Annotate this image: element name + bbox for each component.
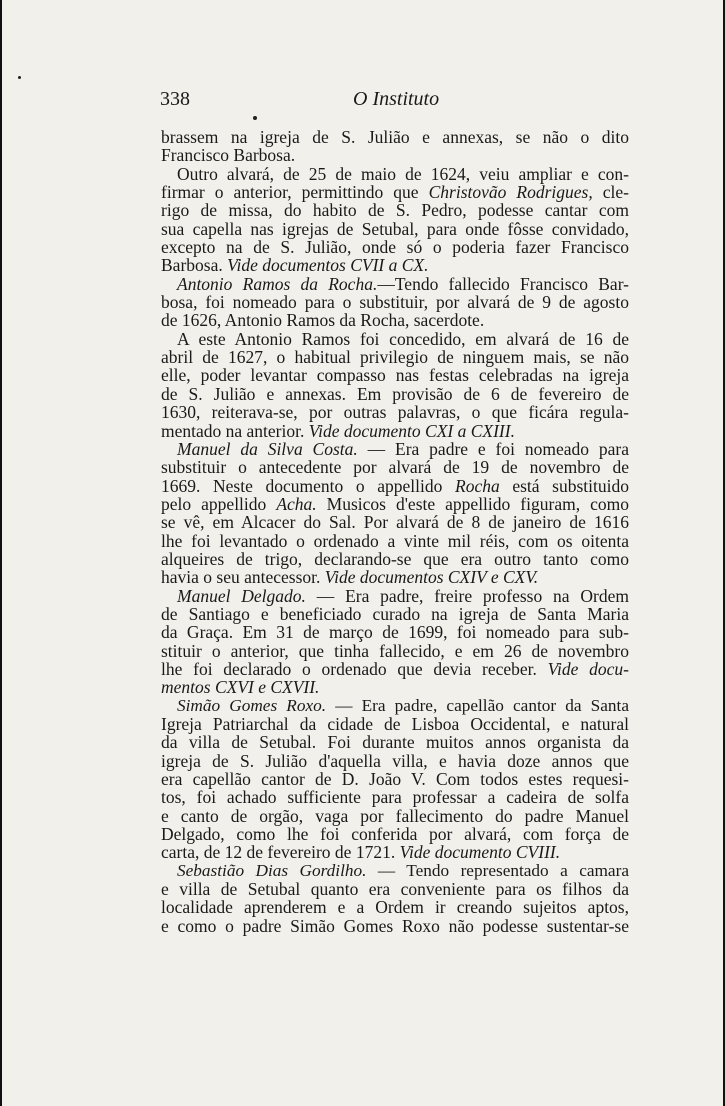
text-line: e como o padre Simão Gomes Roxo não podesse sustentar-se bbox=[161, 915, 629, 936]
text-line: de Santiago e beneficiado curado na igreja de Santa Maria bbox=[161, 603, 629, 624]
text-line: se vê, em Alcacer do Sal. Por alvará de 8 de janeiro de 1616 bbox=[161, 512, 629, 533]
text-line: 1630, reiterava-se, por outras palavras, o que ficára regula- bbox=[161, 402, 629, 423]
text-line: bosa, foi nomeado para o substituir, por alvará de 9 de agosto bbox=[161, 292, 629, 313]
text-line: pelo appellido Acha. Musicos d'este appellido figuram, como bbox=[161, 493, 629, 514]
text-line: abril de 1627, o habitual privilegio de ninguem mais, se não bbox=[161, 347, 629, 368]
ink-speck bbox=[18, 76, 21, 79]
text-line: Igreja Patriarchal da cidade de Lisboa Occidental, e natural bbox=[161, 714, 629, 734]
text-line: era capellão cantor de D. João V. Com todos estes requesi- bbox=[161, 769, 629, 790]
text-line: Francisco Barbosa. bbox=[161, 145, 296, 166]
text-line: substituir o antecedente por alvará de 19 de novembro de bbox=[161, 457, 629, 478]
text-line: mentado na anterior. Vide documento CXI a CXIII. bbox=[161, 420, 515, 441]
text-line: rigo de missa, do habito de S. Pedro, podesse cantar com bbox=[161, 200, 629, 221]
text-line: alqueires de trigo, declarando-se que era outro tanto como bbox=[161, 548, 629, 569]
ink-speck bbox=[253, 116, 257, 120]
page-header bbox=[160, 88, 630, 112]
text-line: Manuel Delgado. — Era padre, freire professo na Ordem bbox=[177, 585, 629, 606]
text-line: e canto de orgão, vaga por fallecimento do padre Manuel bbox=[161, 805, 629, 826]
text-line: stituir o anterior, que tinha fallecido, e em 26 de novembro bbox=[161, 640, 629, 661]
text-line: Delgado, como lhe foi conferida por alvará, com força de bbox=[161, 824, 629, 845]
text-line: firmar o anterior, permittindo que Christovão Rodrigues, cle- bbox=[161, 182, 629, 203]
text-line: da villa de Setubal. Foi durante muitos annos organista da bbox=[161, 732, 629, 753]
text-line: 1669. Neste documento o appellido Rocha está substituido bbox=[161, 475, 629, 496]
text-line: Antonio Ramos da Rocha.—Tendo fallecido Francisco Bar- bbox=[177, 273, 629, 294]
page-number: 338 bbox=[160, 88, 190, 110]
text-line: elle, poder levantar compasso nas festas celebradas na igreja bbox=[161, 365, 629, 386]
text-line: de 1626, Antonio Ramos da Rocha, sacerdote. bbox=[161, 310, 485, 331]
text-line: mentos CXVI e CXVII. bbox=[161, 677, 320, 698]
text-line: tos, foi achado sufficiente para professar a cadeira de solfa bbox=[161, 787, 629, 808]
text-line: da Graça. Em 31 de março de 1699, foi nomeado para sub- bbox=[161, 622, 629, 643]
running-title: O Instituto bbox=[353, 88, 440, 110]
page-edge-left bbox=[0, 0, 2, 1106]
text-line: Barbosa. Vide documentos CVII a CX. bbox=[161, 255, 429, 276]
text-line: Outro alvará, de 25 de maio de 1624, veiu ampliar e con- bbox=[177, 163, 629, 184]
text-line: Simão Gomes Roxo. — Era padre, capellão cantor da Santa bbox=[177, 695, 629, 715]
text-line: havia o seu antecessor. Vide documentos CXIV e CXV. bbox=[161, 567, 539, 588]
text-line: lhe foi declarado o ordenado que devia receber. Vide docu- bbox=[161, 658, 629, 679]
text-line: localidade aprenderem e a Ordem ir creando sujeitos aptos, bbox=[161, 897, 629, 918]
body-text bbox=[161, 128, 629, 935]
text-line: Sebastião Dias Gordilho. — Tendo representado a camara bbox=[177, 860, 629, 880]
text-line: sua capella nas igrejas de Setubal, para onde fôsse convidado, bbox=[161, 218, 629, 239]
text-line: e villa de Setubal quanto era conveniente para os filhos da bbox=[161, 879, 629, 900]
text-line: igreja de S. Julião d'aquella villa, e havia doze annos que bbox=[161, 750, 629, 771]
text-line: brassem na igreja de S. Julião e annexas, se não o dito bbox=[161, 127, 629, 147]
text-line: A este Antonio Ramos foi concedido, em alvará de 16 de bbox=[177, 328, 629, 349]
text-line: excepto na de S. Julião, onde só o poderia fazer Francisco bbox=[161, 237, 629, 258]
text-line: de S. Julião e annexas. Em provisão de 6 de fevereiro de bbox=[161, 383, 629, 404]
text-line: lhe foi levantado o ordenado a vinte mil réis, com os oitenta bbox=[161, 530, 629, 551]
text-line: carta, de 12 de fevereiro de 1721. Vide documento CVIII. bbox=[161, 842, 561, 863]
text-line: Manuel da Silva Costa. — Era padre e foi nomeado para bbox=[177, 438, 629, 459]
